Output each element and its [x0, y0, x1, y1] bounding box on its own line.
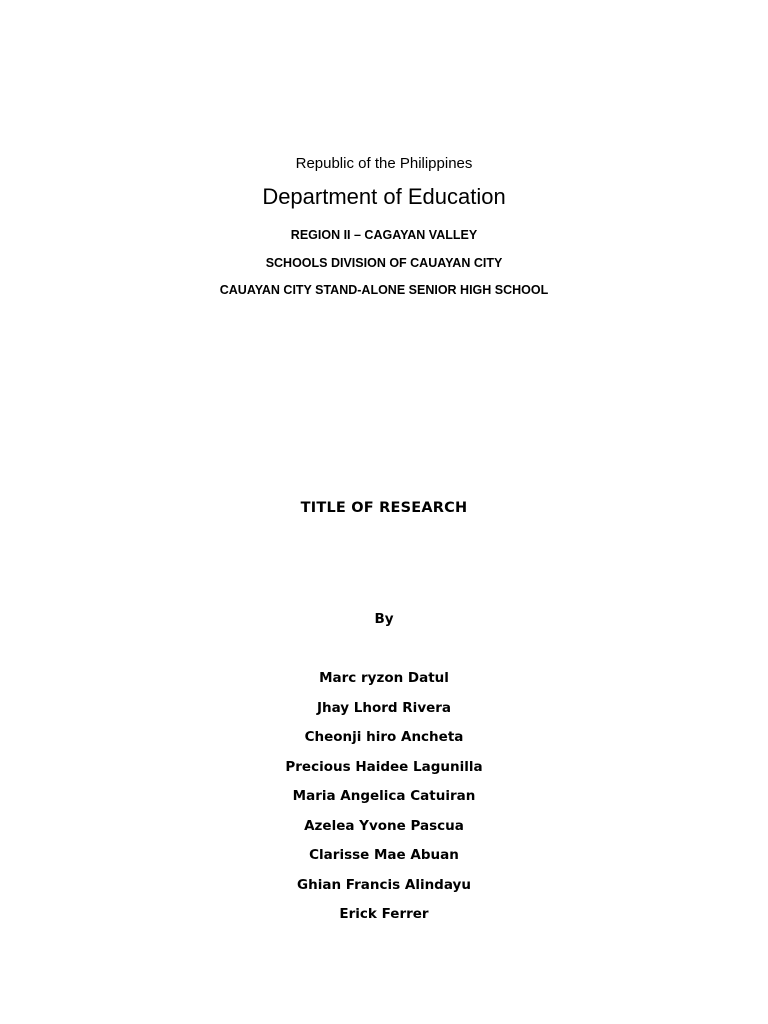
- republic-heading: Republic of the Philippines: [295, 155, 473, 172]
- author-name: Maria Angelica Catuiran: [292, 788, 476, 804]
- author-name: Clarisse Mae Abuan: [309, 847, 459, 863]
- department-heading: Department of Education: [262, 184, 506, 209]
- author-name: Marc ryzon Datul: [319, 670, 449, 686]
- school-heading: CAUAYAN CITY STAND-ALONE SENIOR HIGH SCHOOL: [219, 283, 549, 297]
- research-title: TITLE OF RESEARCH: [300, 500, 468, 516]
- author-name: Precious Haidee Lagunilla: [285, 759, 483, 775]
- author-name: Jhay Lhord Rivera: [316, 700, 452, 716]
- by-label: By: [374, 611, 394, 627]
- division-heading: SCHOOLS DIVISION OF CAUAYAN CITY: [265, 256, 503, 270]
- author-name: Ghian Francis Alindayu: [297, 877, 471, 893]
- author-name: Cheonji hiro Ancheta: [304, 729, 464, 745]
- author-name: Erick Ferrer: [339, 906, 429, 922]
- author-name: Azelea Yvone Pascua: [304, 818, 464, 834]
- region-heading: REGION II – CAGAYAN VALLEY: [290, 228, 478, 242]
